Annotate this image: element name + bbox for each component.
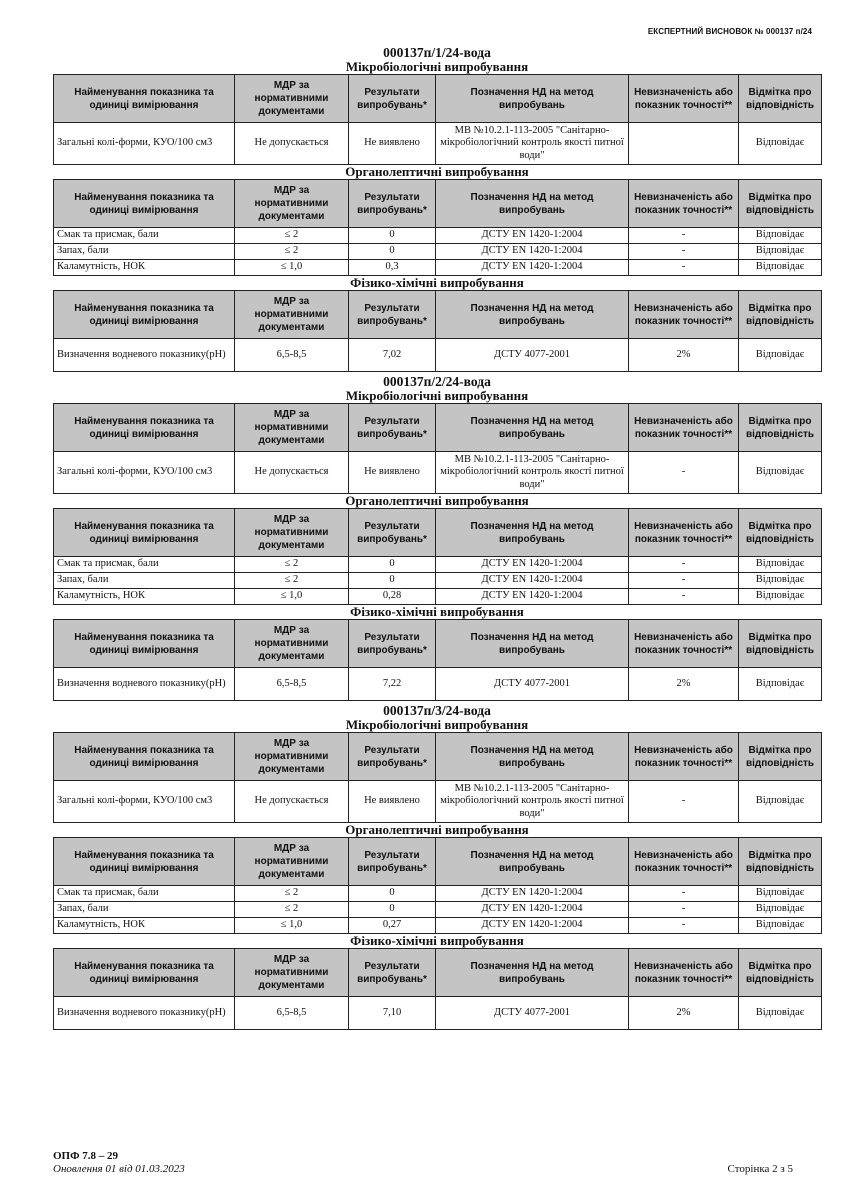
table-row: [54, 339, 822, 372]
compliance-header: Відмітка про відповідність: [739, 180, 822, 228]
limit-header: МДР за нормативними документами: [235, 949, 349, 997]
sample-title: 000137п/3/24-вода: [383, 703, 491, 718]
update-note: Оновлення 01 від 01.03.2023: [53, 1163, 185, 1175]
compliance-cell: Відповідає: [739, 997, 822, 1030]
limit-cell: ≤ 2: [235, 573, 349, 589]
table-row: [54, 781, 822, 823]
limit-header: МДР за нормативними документами: [235, 733, 349, 781]
indicator-cell: Запах, бали: [54, 573, 235, 589]
result-header: Результати випробувань*: [349, 509, 436, 557]
indicator-cell: Каламутність, НОК: [54, 589, 235, 605]
limit-header: МДР за нормативними документами: [235, 838, 349, 886]
uncertainty-cell: 2%: [629, 668, 739, 701]
compliance-cell: Відповідає: [739, 573, 822, 589]
indicator-header: Найменування показника та одиниці вимірювання: [54, 404, 235, 452]
method-cell: ДСТУ EN 1420-1:2004: [436, 886, 629, 902]
compliance-cell: Відповідає: [739, 781, 822, 823]
limit-cell: 6,5-8,5: [235, 339, 349, 372]
result-cell: 0,3: [349, 260, 436, 276]
indicator-header: Найменування показника та одиниці вимірювання: [54, 180, 235, 228]
section-title: Органолептичні випробування: [345, 164, 529, 179]
compliance-cell: Відповідає: [739, 452, 822, 494]
indicator-cell: Смак та присмак, бали: [54, 228, 235, 244]
limit-header: МДР за нормативними документами: [235, 620, 349, 668]
table-header-row: [54, 75, 822, 123]
result-cell: 7,10: [349, 997, 436, 1030]
limit-cell: ≤ 1,0: [235, 918, 349, 934]
uncertainty-header: Невизначеність або показник точності**: [629, 75, 739, 123]
table-row: [54, 452, 822, 494]
table-row: [54, 886, 822, 902]
limit-cell: ≤ 2: [235, 902, 349, 918]
method-header: Позначення НД на метод випробувань: [436, 733, 629, 781]
indicator-cell: Запах, бали: [54, 244, 235, 260]
table-header-row: [54, 733, 822, 781]
method-header: Позначення НД на метод випробувань: [436, 620, 629, 668]
indicator-header: Найменування показника та одиниці вимірювання: [54, 620, 235, 668]
method-cell: ДСТУ EN 1420-1:2004: [436, 902, 629, 918]
table-header-row: [54, 620, 822, 668]
results-table: [53, 837, 822, 934]
compliance-header: Відмітка про відповідність: [739, 404, 822, 452]
table-header-row: [54, 404, 822, 452]
uncertainty-header: Невизначеність або показник точності**: [629, 404, 739, 452]
uncertainty-cell: -: [629, 557, 739, 573]
limit-cell: Не допускається: [235, 452, 349, 494]
indicator-cell: Каламутність, НОК: [54, 260, 235, 276]
table-row: [54, 260, 822, 276]
compliance-header: Відмітка про відповідність: [739, 949, 822, 997]
limit-cell: 6,5-8,5: [235, 997, 349, 1030]
table-row: [54, 902, 822, 918]
compliance-cell: Відповідає: [739, 589, 822, 605]
section-title: Фізико-хімічні випробування: [350, 933, 524, 948]
indicator-cell: Загальні колі-форми, КУО/100 см3: [54, 781, 235, 823]
table-row: [54, 589, 822, 605]
form-code: ОПФ 7.8 – 29: [53, 1150, 119, 1162]
table-header-row: [54, 838, 822, 886]
compliance-cell: Відповідає: [739, 244, 822, 260]
limit-cell: 6,5-8,5: [235, 668, 349, 701]
indicator-header: Найменування показника та одиниці вимірювання: [54, 949, 235, 997]
uncertainty-header: Невизначеність або показник точності**: [629, 291, 739, 339]
uncertainty-header: Невизначеність або показник точності**: [629, 838, 739, 886]
result-header: Результати випробувань*: [349, 291, 436, 339]
result-header: Результати випробувань*: [349, 733, 436, 781]
result-cell: 0: [349, 228, 436, 244]
uncertainty-header: Невизначеність або показник точності**: [629, 620, 739, 668]
indicator-cell: Каламутність, НОК: [54, 918, 235, 934]
indicator-cell: Смак та присмак, бали: [54, 557, 235, 573]
table-header-row: [54, 509, 822, 557]
limit-header: МДР за нормативними документами: [235, 75, 349, 123]
indicator-header: Найменування показника та одиниці вимірювання: [54, 838, 235, 886]
results-table: [53, 403, 822, 494]
section-title: Органолептичні випробування: [345, 822, 529, 837]
sample-title: 000137п/1/24-вода: [383, 45, 491, 60]
result-cell: 0,27: [349, 918, 436, 934]
uncertainty-header: Невизначеність або показник точності**: [629, 509, 739, 557]
table-row: [54, 557, 822, 573]
compliance-cell: Відповідає: [739, 668, 822, 701]
method-header: Позначення НД на метод випробувань: [436, 949, 629, 997]
result-header: Результати випробувань*: [349, 949, 436, 997]
uncertainty-cell: -: [629, 902, 739, 918]
indicator-cell: Визначення водневого показнику(pH): [54, 997, 235, 1030]
indicator-cell: Визначення водневого показнику(pH): [54, 339, 235, 372]
form-footer: [53, 1150, 185, 1176]
limit-cell: ≤ 2: [235, 557, 349, 573]
section-title: Мікробіологічні випробування: [345, 388, 529, 403]
compliance-header: Відмітка про відповідність: [739, 838, 822, 886]
limit-cell: ≤ 2: [235, 228, 349, 244]
sample-title: 000137п/2/24-вода: [383, 374, 491, 389]
method-header: Позначення НД на метод випробувань: [436, 291, 629, 339]
indicator-cell: Запах, бали: [54, 902, 235, 918]
section-title: Фізико-хімічні випробування: [350, 275, 524, 290]
section-title: Мікробіологічні випробування: [345, 717, 529, 732]
results-table: [53, 508, 822, 605]
results-table: [53, 179, 822, 276]
uncertainty-cell: 2%: [629, 997, 739, 1030]
limit-cell: ≤ 2: [235, 886, 349, 902]
uncertainty-cell: -: [629, 573, 739, 589]
uncertainty-header: Невизначеність або показник точності**: [629, 949, 739, 997]
uncertainty-cell: 2%: [629, 339, 739, 372]
method-cell: ДСТУ 4077-2001: [436, 668, 629, 701]
method-header: Позначення НД на метод випробувань: [436, 509, 629, 557]
result-cell: Не виявлено: [349, 781, 436, 823]
table-row: [54, 918, 822, 934]
compliance-cell: Відповідає: [739, 902, 822, 918]
result-cell: 7,22: [349, 668, 436, 701]
method-cell: ДСТУ EN 1420-1:2004: [436, 228, 629, 244]
uncertainty-cell: [629, 123, 739, 165]
results-table: [53, 74, 822, 165]
uncertainty-cell: -: [629, 244, 739, 260]
compliance-header: Відмітка про відповідність: [739, 620, 822, 668]
uncertainty-cell: -: [629, 886, 739, 902]
result-header: Результати випробувань*: [349, 180, 436, 228]
results-content: [53, 43, 821, 1030]
document-header: ЕКСПЕРТНИЙ ВИСНОВОК № 000137 п/24: [647, 27, 812, 36]
method-cell: ДСТУ EN 1420-1:2004: [436, 573, 629, 589]
method-cell: ДСТУ EN 1420-1:2004: [436, 557, 629, 573]
result-cell: Не виявлено: [349, 452, 436, 494]
result-cell: 0: [349, 886, 436, 902]
result-cell: 0: [349, 902, 436, 918]
section-title: Фізико-хімічні випробування: [350, 604, 524, 619]
compliance-cell: Відповідає: [739, 228, 822, 244]
uncertainty-cell: -: [629, 228, 739, 244]
limit-cell: ≤ 1,0: [235, 260, 349, 276]
uncertainty-cell: -: [629, 452, 739, 494]
table-header-row: [54, 180, 822, 228]
indicator-header: Найменування показника та одиниці вимірювання: [54, 291, 235, 339]
uncertainty-cell: -: [629, 918, 739, 934]
result-cell: 0: [349, 557, 436, 573]
limit-cell: ≤ 2: [235, 244, 349, 260]
method-cell: МВ №10.2.1-113-2005 "Санітарно-мікробіологічний контроль якості питної води": [436, 123, 629, 165]
method-cell: ДСТУ EN 1420-1:2004: [436, 589, 629, 605]
result-cell: 0,28: [349, 589, 436, 605]
result-cell: Не виявлено: [349, 123, 436, 165]
compliance-cell: Відповідає: [739, 123, 822, 165]
results-table: [53, 948, 822, 1030]
method-header: Позначення НД на метод випробувань: [436, 75, 629, 123]
uncertainty-cell: -: [629, 781, 739, 823]
compliance-cell: Відповідає: [739, 260, 822, 276]
table-row: [54, 997, 822, 1030]
result-header: Результати випробувань*: [349, 75, 436, 123]
compliance-header: Відмітка про відповідність: [739, 75, 822, 123]
method-header: Позначення НД на метод випробувань: [436, 404, 629, 452]
result-header: Результати випробувань*: [349, 404, 436, 452]
indicator-cell: Визначення водневого показнику(pH): [54, 668, 235, 701]
compliance-cell: Відповідає: [739, 557, 822, 573]
compliance-header: Відмітка про відповідність: [739, 509, 822, 557]
table-row: [54, 228, 822, 244]
compliance-cell: Відповідає: [739, 339, 822, 372]
limit-header: МДР за нормативними документами: [235, 291, 349, 339]
page-number: Сторінка 2 з 5: [727, 1163, 793, 1175]
table-row: [54, 573, 822, 589]
method-cell: ДСТУ EN 1420-1:2004: [436, 244, 629, 260]
table-header-row: [54, 291, 822, 339]
compliance-cell: Відповідає: [739, 918, 822, 934]
compliance-header: Відмітка про відповідність: [739, 733, 822, 781]
method-cell: МВ №10.2.1-113-2005 "Санітарно-мікробіологічний контроль якості питної води": [436, 452, 629, 494]
method-cell: ДСТУ EN 1420-1:2004: [436, 918, 629, 934]
limit-header: МДР за нормативними документами: [235, 180, 349, 228]
limit-cell: Не допускається: [235, 781, 349, 823]
limit-cell: Не допускається: [235, 123, 349, 165]
results-table: [53, 619, 822, 701]
table-row: [54, 244, 822, 260]
table-row: [54, 668, 822, 701]
limit-cell: ≤ 1,0: [235, 589, 349, 605]
indicator-header: Найменування показника та одиниці вимірювання: [54, 733, 235, 781]
result-cell: 0: [349, 244, 436, 260]
indicator-header: Найменування показника та одиниці вимірювання: [54, 75, 235, 123]
uncertainty-cell: -: [629, 260, 739, 276]
result-cell: 0: [349, 573, 436, 589]
result-cell: 7,02: [349, 339, 436, 372]
uncertainty-header: Невизначеність або показник точності**: [629, 733, 739, 781]
method-cell: МВ №10.2.1-113-2005 "Санітарно-мікробіологічний контроль якості питної води": [436, 781, 629, 823]
method-header: Позначення НД на метод випробувань: [436, 838, 629, 886]
uncertainty-header: Невизначеність або показник точності**: [629, 180, 739, 228]
method-cell: ДСТУ EN 1420-1:2004: [436, 260, 629, 276]
table-row: [54, 123, 822, 165]
section-title: Мікробіологічні випробування: [345, 59, 529, 74]
limit-header: МДР за нормативними документами: [235, 404, 349, 452]
limit-header: МДР за нормативними документами: [235, 509, 349, 557]
result-header: Результати випробувань*: [349, 620, 436, 668]
indicator-cell: Смак та присмак, бали: [54, 886, 235, 902]
method-header: Позначення НД на метод випробувань: [436, 180, 629, 228]
compliance-header: Відмітка про відповідність: [739, 291, 822, 339]
results-table: [53, 732, 822, 823]
method-cell: ДСТУ 4077-2001: [436, 997, 629, 1030]
indicator-cell: Загальні колі-форми, КУО/100 см3: [54, 123, 235, 165]
method-cell: ДСТУ 4077-2001: [436, 339, 629, 372]
section-title: Органолептичні випробування: [345, 493, 529, 508]
table-header-row: [54, 949, 822, 997]
indicator-header: Найменування показника та одиниці вимірювання: [54, 509, 235, 557]
results-table: [53, 290, 822, 372]
uncertainty-cell: -: [629, 589, 739, 605]
result-header: Результати випробувань*: [349, 838, 436, 886]
indicator-cell: Загальні колі-форми, КУО/100 см3: [54, 452, 235, 494]
compliance-cell: Відповідає: [739, 886, 822, 902]
